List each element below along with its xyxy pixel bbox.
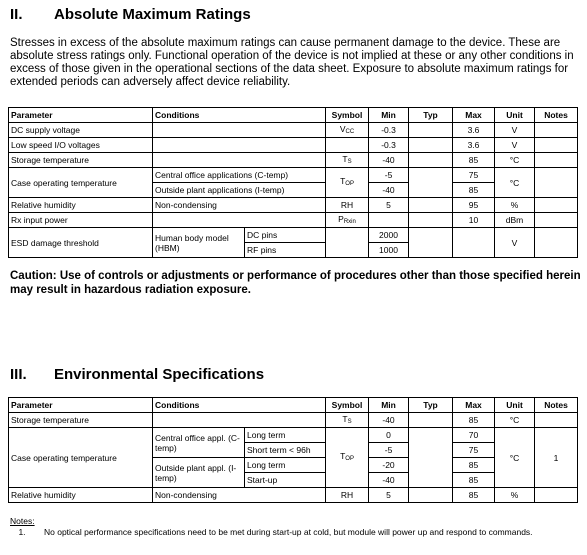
header-max: Max xyxy=(453,108,495,123)
min-cell: -0.3 xyxy=(369,123,409,138)
sub-condition-cell: Start-up xyxy=(245,473,326,488)
conditions-cell xyxy=(153,153,326,168)
symbol-cell: RH xyxy=(326,198,369,213)
header-unit: Unit xyxy=(495,398,535,413)
min-cell: 2000 xyxy=(369,228,409,243)
header-min: Min xyxy=(369,398,409,413)
header-max: Max xyxy=(453,398,495,413)
max-cell: 85 xyxy=(453,458,495,473)
max-cell: 70 xyxy=(453,428,495,443)
min-cell: 5 xyxy=(369,198,409,213)
section-2-number: II. xyxy=(10,6,23,23)
section-2-title: Absolute Maximum Ratings xyxy=(54,6,251,23)
param-cell: Low speed I/O voltages xyxy=(9,138,153,153)
conditions-cell: Human body model (HBM) xyxy=(153,228,245,258)
header-symbol: Symbol xyxy=(326,108,369,123)
symbol-cell xyxy=(326,138,369,153)
typ-cell xyxy=(409,413,453,428)
header-conditions: Conditions xyxy=(153,398,326,413)
conditions-cell: Outside plant applications (I-temp) xyxy=(153,183,326,198)
min-cell: 0 xyxy=(369,428,409,443)
header-notes: Notes xyxy=(535,108,578,123)
conditions-cell: Central office applications (C-temp) xyxy=(153,168,326,183)
header-typ: Typ xyxy=(409,108,453,123)
min-cell: -40 xyxy=(369,153,409,168)
conditions-cell xyxy=(153,413,326,428)
conditions-cell xyxy=(153,138,326,153)
unit-cell: V xyxy=(495,123,535,138)
typ-cell xyxy=(409,213,453,228)
symbol-cell: TOP xyxy=(326,428,369,488)
notes-cell xyxy=(535,168,578,198)
min-cell: 1000 xyxy=(369,243,409,258)
header-parameter: Parameter xyxy=(9,398,153,413)
unit-cell: °C xyxy=(495,168,535,198)
section-2-heading xyxy=(10,6,251,23)
typ-cell xyxy=(409,428,453,488)
min-cell xyxy=(369,213,409,228)
typ-cell xyxy=(409,198,453,213)
typ-cell xyxy=(409,138,453,153)
typ-cell xyxy=(409,123,453,138)
table-row xyxy=(9,198,578,213)
max-cell: 85 xyxy=(453,153,495,168)
header-parameter: Parameter xyxy=(9,108,153,123)
environmental-specs-table xyxy=(8,397,578,503)
absolute-max-ratings-table xyxy=(8,107,578,258)
caution-text: Caution: Use of controls or adjustments or performance of procedures other than those specified herein may result in hazardous radiation exposure. xyxy=(10,270,581,296)
notes-cell xyxy=(535,153,578,168)
conditions-cell xyxy=(153,123,326,138)
header-symbol: Symbol xyxy=(326,398,369,413)
table-row xyxy=(9,228,578,243)
notes-cell xyxy=(535,413,578,428)
notes-cell xyxy=(535,488,578,503)
unit-cell: V xyxy=(495,228,535,258)
symbol-cell: VCC xyxy=(326,123,369,138)
max-cell: 85 xyxy=(453,183,495,198)
unit-cell: V xyxy=(495,138,535,153)
table-row xyxy=(9,138,578,153)
max-cell: 3.6 xyxy=(453,123,495,138)
typ-cell xyxy=(409,168,453,198)
max-cell: 75 xyxy=(453,168,495,183)
param-cell: Storage temperature xyxy=(9,153,153,168)
sub-condition-cell: Long term xyxy=(245,458,326,473)
typ-cell xyxy=(409,153,453,168)
conditions-cell xyxy=(153,213,326,228)
min-cell: -40 xyxy=(369,183,409,198)
unit-cell: °C xyxy=(495,153,535,168)
param-cell: DC supply voltage xyxy=(9,123,153,138)
param-cell: Storage temperature xyxy=(9,413,153,428)
header-notes: Notes xyxy=(535,398,578,413)
max-cell: 75 xyxy=(453,443,495,458)
symbol-cell xyxy=(326,228,369,258)
notes-cell xyxy=(535,123,578,138)
symbol-cell: TOP xyxy=(326,168,369,198)
min-cell: -40 xyxy=(369,413,409,428)
unit-cell: % xyxy=(495,198,535,213)
max-cell: 10 xyxy=(453,213,495,228)
notes-cell: 1 xyxy=(535,428,578,488)
notes-cell xyxy=(535,228,578,258)
note-number: 1. xyxy=(18,527,26,537)
symbol-cell: TS xyxy=(326,413,369,428)
min-cell: -20 xyxy=(369,458,409,473)
max-cell: 85 xyxy=(453,488,495,503)
min-cell: -5 xyxy=(369,443,409,458)
conditions-cell: Non-condensing xyxy=(153,198,326,213)
note-item xyxy=(10,527,580,538)
max-cell: 85 xyxy=(453,413,495,428)
typ-cell xyxy=(409,488,453,503)
min-cell: 5 xyxy=(369,488,409,503)
unit-cell: dBm xyxy=(495,213,535,228)
header-conditions: Conditions xyxy=(153,108,326,123)
min-cell: -0.3 xyxy=(369,138,409,153)
table-row xyxy=(9,213,578,228)
typ-cell xyxy=(409,228,453,258)
max-cell: 85 xyxy=(453,473,495,488)
param-cell: ESD damage threshold xyxy=(9,228,153,258)
max-cell: 3.6 xyxy=(453,138,495,153)
max-cell xyxy=(453,228,495,258)
table-row xyxy=(9,153,578,168)
symbol-cell: TS xyxy=(326,153,369,168)
table-row xyxy=(9,488,578,503)
table-header-row xyxy=(9,398,578,413)
notes-cell xyxy=(535,138,578,153)
conditions-cell: Central office appl. (C-temp) xyxy=(153,428,245,458)
sub-condition-cell: RF pins xyxy=(245,243,326,258)
header-unit: Unit xyxy=(495,108,535,123)
note-text: No optical performance specifications need to be met during start-up at cold, but module will power up and respond to commands. xyxy=(44,527,533,537)
param-cell: Rx input power xyxy=(9,213,153,228)
symbol-cell: PRxin xyxy=(326,213,369,228)
unit-cell: % xyxy=(495,488,535,503)
unit-cell: °C xyxy=(495,428,535,488)
unit-cell: °C xyxy=(495,413,535,428)
header-typ: Typ xyxy=(409,398,453,413)
sub-condition-cell: Long term xyxy=(245,428,326,443)
table-row xyxy=(9,123,578,138)
table-row xyxy=(9,168,578,183)
min-cell: -40 xyxy=(369,473,409,488)
section-3-heading xyxy=(10,366,264,383)
notes-cell xyxy=(535,198,578,213)
conditions-cell: Non-condensing xyxy=(153,488,326,503)
sub-condition-cell: Short term < 96h xyxy=(245,443,326,458)
param-cell: Case operating temperature xyxy=(9,168,153,198)
max-cell: 95 xyxy=(453,198,495,213)
param-cell: Relative humidity xyxy=(9,198,153,213)
header-min: Min xyxy=(369,108,409,123)
section-3-number: III. xyxy=(10,366,27,383)
table-row xyxy=(9,428,578,443)
param-cell: Case operating temperature xyxy=(9,428,153,488)
notes-heading: Notes: xyxy=(10,516,35,526)
notes-cell xyxy=(535,213,578,228)
section-2-intro: Stresses in excess of the absolute maximum ratings can cause permanent damage to the device. These are absolute stress ratings only. Functional operation of the device is not implied at these or any other conditions in excess of those given in the operational sections of the data sheet. Exposure to absolute maximum ratings for extended periods can adversely affect device reliability. xyxy=(10,37,574,88)
table-row xyxy=(9,413,578,428)
conditions-cell: Outside plant appl. (I-temp) xyxy=(153,458,245,488)
param-cell: Relative humidity xyxy=(9,488,153,503)
symbol-cell: RH xyxy=(326,488,369,503)
sub-condition-cell: DC pins xyxy=(245,228,326,243)
table-header-row xyxy=(9,108,578,123)
min-cell: -5 xyxy=(369,168,409,183)
notes-section xyxy=(10,516,580,538)
section-3-title: Environmental Specifications xyxy=(54,366,265,383)
